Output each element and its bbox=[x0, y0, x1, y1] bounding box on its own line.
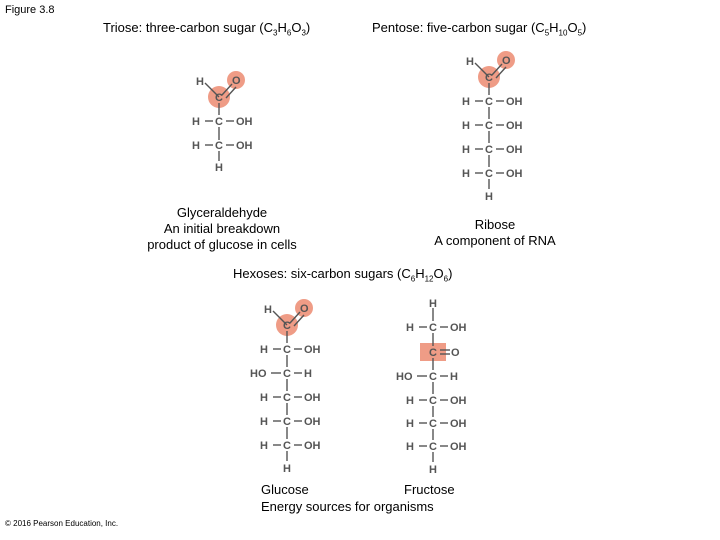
atom-label: C bbox=[283, 392, 291, 404]
atom-label: C bbox=[429, 418, 437, 430]
atom-label: C bbox=[283, 320, 291, 332]
ribose-structure bbox=[440, 50, 550, 205]
atom-label: H bbox=[215, 162, 223, 174]
atom-label: C bbox=[215, 116, 223, 128]
atom-label: H bbox=[429, 464, 437, 476]
atom-label: O bbox=[451, 347, 460, 359]
atom-label: H bbox=[462, 120, 470, 132]
atom-label: OH bbox=[450, 441, 467, 453]
glyceraldehyde-structure bbox=[170, 70, 280, 180]
atom-label: H bbox=[260, 416, 268, 428]
atom-label: HO bbox=[250, 368, 267, 380]
atom-label: C bbox=[485, 144, 493, 156]
glyceraldehyde-desc-1: An initial breakdown bbox=[163, 221, 281, 236]
atom-label: OH bbox=[450, 395, 467, 407]
atom-label: C bbox=[485, 120, 493, 132]
glucose-label: Glucose bbox=[261, 482, 309, 497]
hexose-heading: Hexoses: six-carbon sugars $(C_6H_{12}O_6)$ bbox=[233, 266, 453, 284]
glyceraldehyde-name: Glyceraldehyde bbox=[176, 205, 268, 220]
atom-label: C bbox=[429, 322, 437, 334]
atom-label: H bbox=[406, 395, 414, 407]
atom-label: OH bbox=[236, 140, 253, 152]
atom-label: C bbox=[283, 344, 291, 356]
hexose-caption: Energy sources for organisms bbox=[261, 499, 434, 514]
atom-label: H bbox=[260, 440, 268, 452]
ribose-name: Ribose bbox=[474, 217, 516, 232]
atom-label: C bbox=[429, 395, 437, 407]
ribose-desc: A component of RNA bbox=[434, 233, 556, 248]
atom-label: OH bbox=[304, 392, 321, 404]
atom-label: H bbox=[192, 116, 200, 128]
atom-label: H bbox=[406, 418, 414, 430]
triose-heading: Triose: three-carbon sugar $(C_3H_6O_3)$ bbox=[103, 20, 311, 38]
fructose-label: Fructose bbox=[404, 482, 455, 497]
atom-label: OH bbox=[506, 168, 523, 180]
atom-label: H bbox=[304, 368, 312, 380]
atom-label: O bbox=[232, 75, 241, 87]
atom-label: OH bbox=[450, 322, 467, 334]
atom-label: C bbox=[429, 371, 437, 383]
atom-label: OH bbox=[304, 416, 321, 428]
atom-label: H bbox=[466, 56, 474, 68]
atom-label: H bbox=[196, 76, 204, 88]
atom-label: H bbox=[450, 371, 458, 383]
atom-label: C bbox=[215, 92, 223, 104]
atom-label: H bbox=[462, 144, 470, 156]
atom-label: C bbox=[215, 140, 223, 152]
atom-label: OH bbox=[506, 144, 523, 156]
atom-label: OH bbox=[236, 116, 253, 128]
atom-label: OH bbox=[304, 440, 321, 452]
atom-label: OH bbox=[506, 96, 523, 108]
atom-label: C bbox=[283, 416, 291, 428]
atom-label: C bbox=[283, 368, 291, 380]
atom-label: OH bbox=[506, 120, 523, 132]
glyceraldehyde-caption bbox=[112, 205, 332, 253]
atom-label: H bbox=[260, 392, 268, 404]
atom-label: C bbox=[429, 347, 437, 359]
copyright-notice: © 2016 Pearson Education, Inc. bbox=[5, 519, 119, 528]
atom-label: C bbox=[429, 441, 437, 453]
fructose-structure bbox=[384, 296, 504, 476]
glucose-structure bbox=[238, 298, 358, 478]
atom-label: OH bbox=[304, 344, 321, 356]
atom-label: H bbox=[485, 191, 493, 203]
atom-label: H bbox=[406, 322, 414, 334]
atom-label: H bbox=[260, 344, 268, 356]
atom-label: H bbox=[192, 140, 200, 152]
atom-label: O bbox=[300, 303, 309, 315]
atom-label: H bbox=[462, 96, 470, 108]
atom-label: O bbox=[502, 55, 511, 67]
atom-label: HO bbox=[396, 371, 413, 383]
ribose-caption bbox=[400, 217, 590, 249]
atom-label: C bbox=[485, 72, 493, 84]
atom-label: H bbox=[462, 168, 470, 180]
atom-label: H bbox=[406, 441, 414, 453]
glyceraldehyde-desc-2: product of glucose in cells bbox=[147, 237, 297, 252]
figure-label: Figure 3.8 bbox=[5, 4, 55, 16]
atom-label: C bbox=[485, 168, 493, 180]
atom-label: H bbox=[429, 298, 437, 310]
atom-label: H bbox=[283, 463, 291, 475]
atom-label: H bbox=[264, 304, 272, 316]
atom-label: OH bbox=[450, 418, 467, 430]
pentose-heading: Pentose: five-carbon sugar $(C_5H_{10}O_5)$ bbox=[372, 20, 587, 38]
atom-label: C bbox=[283, 440, 291, 452]
atom-label: C bbox=[485, 96, 493, 108]
